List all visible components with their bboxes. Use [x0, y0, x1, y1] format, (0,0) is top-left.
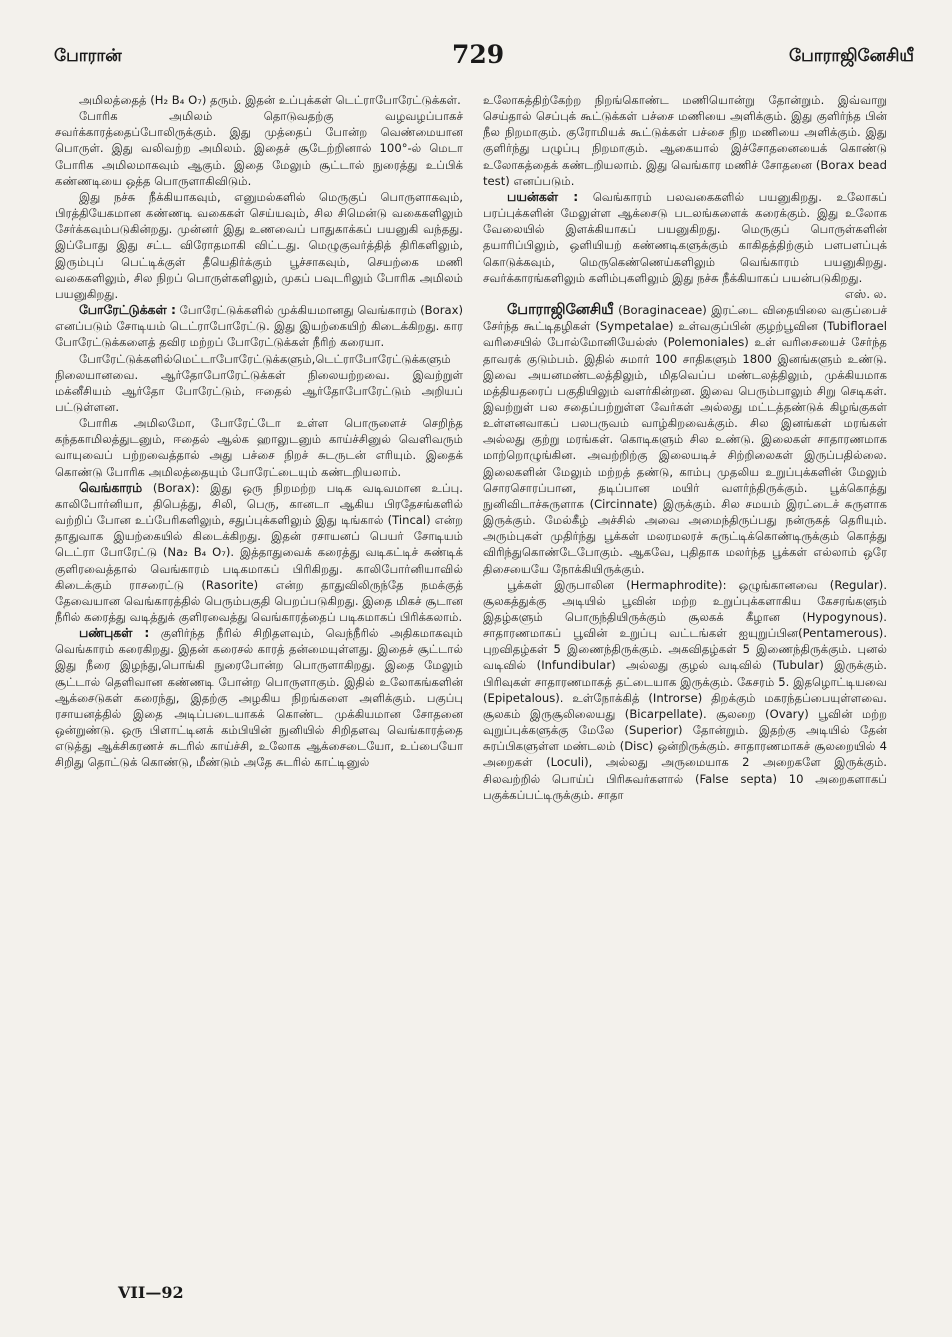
paragraph-text: போரிக அமிலம் தொடுவதற்கு வழவழப்பாகச் சவர்க்காரத்தைப்போலிருக்கும். இது முத்தைப் போன்ற வெண்மையான பொருள். இது வலிவற்ற அமிலம். இதைச் சூடேற்றினால் 100°-ல் மெடா போரிக அமிலமாகவும் ஆகும். இதை மேலும் சூட்டால் நுரைத்து உப்பிக் கண்ணடியை ஒத்த பொருளாகிவிடும்.	[55, 109, 463, 188]
paragraph	[55, 625, 463, 770]
paragraph-lead: போரேட்டுக்கள் :	[79, 302, 176, 318]
running-head-right: போராஜினேசியீ	[789, 46, 914, 66]
paragraph-text: உலோகத்திற்கேற்ற நிறங்கொண்ட மணியொன்று தோன்றும். இவ்வாறு செய்தால் செப்புக் கூட்டுக்கள் பச்சை மணியை அளிக்கும். இது குளிர்ந்த பின் நீல நிறமாகும். குரோமியக் கூட்டுக்கள் பச்சை நிற மணியை அளிக்கும். இது குளிர்ந்து பழுப்பு நிறமாகும். ஆகையால் இச்சோதனையைக் கொண்டு உலோகத்தைக் கண்டறியலாம். இது வெங்கார மணிச் சோதனை (Borax bead test) எனப்படும்.	[483, 93, 887, 188]
paragraph	[55, 189, 463, 302]
paragraph-text: போரிக அமிலமோ, போரேட்டோ உள்ள பொருளைச் செறிந்த கந்தகாமிலத்துடனும், ஈதைல் ஆல்க ஹாலுடனும் காய்ச்சினுல் வெளிவரும் வாயுவைப் பற்றவைத்தால் அது பச்சை நிறச் சுடருடன் எரியும். இதைக் கொண்டு போரிக அமிலத்தையும் போரேட்டையும் கண்டறியலாம்.	[55, 416, 463, 479]
paragraph-lead: பயன்கள் :	[507, 188, 579, 204]
paragraph	[55, 351, 463, 416]
running-head-left: போரான்	[54, 46, 122, 66]
paragraph-text: (Boraginaceae) இரட்டை விதையிலை வகுப்பைச் சேர்ந்த கூட்டிதழிகள் (Sympetalae) உள்வகுப்பின் குழற்பூவின (Tubiflorael வரிசையில் போல்மோனியேல்ஸ் (Polemoniales) உள் வரிசையைச் சேர்ந்த தாவரக் குடும்பம். இதில் சுமார் 100 சாதிகளும் 1800 இனங்களும் உண்டு. இவை அயனமண்டலத்திலும், மிதவெப்ப மண்டலத்திலும், முக்கியமாக மத்தியதரைப் பகுதியிலும் வளர்கின்றன. இவை பெரும்பாலும் சிறு செடிகள். இவற்றுள் பல சதைப்பற்றுள்ள வேர்கள் அல்லது மட்டத்தண்டுக் கிழங்குகள் உள்ளனவாகப் பலபருவம் வாழ்கிறவைக்கும். சில இனங்கள் மரங்கள் அல்லது குற்று மரங்கள். கொடிகளும் சில உண்டு. இலைகள் சாதாரணமாக மாற்றொழுங்கின. அவற்றிற்கு இலையடிச் சிற்றிலைகள் இருப்பதில்லை. இலைகளின் மேலும் மற்றத் தண்டு, காம்பு முதலிய உறுப்புக்களின் மேலும் சொரசொரப்பான, தடிப்பான மயிர் வளர்ந்திருக்கும். பூக்கொத்து நுனிவிடாச்சுருளாக (Circinnate) இருக்கும். சில சமயம் இரட்டைச் சுருளாக இருக்கும். மேல்கீழ் அச்சில் அவை அமைந்திருப்பது நன்ருகத் தெரியும். அரும்புகள் முதிர்ந்து பூக்கள் மலரமலரச் சுருட்டிக்கொண்டிருக்கும் கொத்து விரிந்துகொண்டேபோகும். ஆகவே, புதிதாக மலர்ந்த பூக்கள் எல்லாம் ஒரே திசையையே நோக்கியிருக்கும்.	[483, 303, 887, 576]
paragraph-text: வெங்காரம் பலவகைகளில் பயனுகிறது. உலோகப் பரப்புக்களின் மேலுள்ள ஆக்சைடு படலங்களைக் கரைக்கும். இது உலோக வேலையில் இளக்கியாகப் பயனுகிறது. மெருகுப் பொருள்களின் தயாரிப்பிலும், ஒளியியற் கண்ணடிகளுக்கும் காகிதத்திற்கும் பளபளப்புக் கொடுக்கவும், மெருகெண்ணெய்களிலும் வெங்காரம் பயனுகிறது. சவர்க்காரங்களிலும் களிம்புகளிலும் இது நச்சு நீக்கியாகப் பயன்படுகிறது.	[483, 189, 887, 285]
paragraph	[483, 189, 887, 286]
paragraph	[55, 302, 463, 350]
paragraph	[483, 302, 887, 577]
paragraph	[483, 92, 887, 189]
page-number: 729	[452, 40, 505, 69]
paragraph	[55, 415, 463, 480]
paragraph-text: பூக்கள் இருபாலின (Hermaphrodite): ஒழுங்கானவை (Regular). சூலகத்துக்கு அடியில் பூவின் மற்ற உறுப்புக்களாகிய கேசரங்களும் இதழ்களும் பொருந்தியிருக்கும் சூலகக் கீழான (Hypogynous). சாதாரணமாகப் பூவின் உறுப்பு வட்டங்கள் ஐயுறுப்பின(Pentamerous). புறவிதழ்கள் 5 இணைந்திருக்கும். அகவிதழ்கள் 5 இணைந்திருக்கும். புனல் வடிவில் (Infundibular) அல்லது குழல் வடிவில் (Tubular) இருக்கும். பிரிவுகள் சாதாரணமாகத் தட்டையாக இருக்கும். கேசரம் 5. இதழொட்டியவை (Epipetalous). உள்நோக்கித் (Introrse) திறக்கும் மகரந்தப்பையுள்ளவை. சூலகம் இருசூலிலையது (Bicarpellate). சூலறை (Ovary) பூவின் மற்ற வுறுப்புக்களுக்கு மேலே (Superior) தோன்றும். இதற்கு அடியில் தேன் சுரப்பிகளுள்ள மண்டலம் (Disc) ஒன்றிருக்கும். சாதாரணமாகச் சூலறையில் 4 அறைகள் (Loculi), அல்லது அருமையாக 2 அறைகளே இருக்கும். சிலவற்றில் பொய்ப் பிரிசுவர்களால் (False septa) 10 அறைகளாகப் பகுக்கப்பட்டிருக்கும். சாதா	[483, 577, 887, 802]
paragraph-lead: பண்புகள் :	[79, 625, 150, 641]
paragraph-text: போரேட்டுக்களில்மெட்டாபோரேட்டுக்களும்,டெட்ராபோரேட்டுக்களும் நிலையானவை. ஆர்தோபோரேட்டுக்கள் நிலையற்றவை. இவற்றுள் மக்னீசியம் ஆர்தோ போரேட்டும், ஈதைல் ஆர்தோபோரேட்டும் அறியப் பட்டுள்ளன.	[55, 351, 463, 414]
paragraph	[483, 577, 887, 803]
paragraph	[483, 286, 887, 302]
paragraph-text: (Borax): இது ஒரு நிறமற்ற படிக வடிவமான உப்பு. காலிபோர்னியா, திபெத்து, சிலி, பெரு, கானடா ஆகிய பிரதேசங்களில் வற்றிப் போன உப்பேரிகளிலும், சதுப்புக்களிலும் இது டிங்கால் (Tincal) என்ற தாதுவாக இயற்கையில் கிடைக்கிறது. இதன் ரசாயனப் பெயர் சோடியம் டெட்ரா போரேட்டு (Na₂ B₄ O₇). இத்தாதுவைக் கரைத்து வடிகட்டிச் சுண்டிக் குளிரவைத்தால் வெங்காரம் படிகமாகப் பிரிகிறது. காலிபோர்னியாவில் கிடைக்கும் ராசரைட்டு (Rasorite) என்ற தாதுவிலிருந்தே நமக்குத் தேவையான வெங்காரத்தில் பெரும்பகுதி பெறப்படுகிறது. இதை மிகச் சூடான நீரில் கரைத்து வடித்துக் குளிரவைத்து வெங்காரத்தைப் படிகமாகப் பிரிக்கலாம்.	[55, 480, 463, 624]
right-column	[483, 92, 887, 1290]
signature-mark: VII—92	[118, 1283, 184, 1302]
left-column	[55, 92, 463, 1290]
paragraph-lead: வெங்காரம்	[79, 479, 143, 495]
paragraph-text: எஸ். ல.	[844, 286, 887, 301]
paragraph-lead: போராஜினேசியீ	[507, 302, 614, 319]
paragraph	[55, 108, 463, 189]
paragraph-text: அமிலத்தைத் (H₂ B₄ O₇) தரும். இதன் உப்புக்கள் டெட்ராபோரேட்டுக்கள்.	[79, 93, 461, 107]
paragraph	[55, 480, 463, 625]
paragraph-text: குளிர்ந்த நீரில் சிறிதளவும், வெந்நீரில் அதிகமாகவும் வெங்காரம் கரைகிறது. இதன் கரைசல் காரத் தன்மையுள்ளது. இதைச் சூட்டால் இது நீரை இழந்து,பொங்கி நுரைபோன்ற பொருளாகிறது. இதை மேலும் சூட்டால் தெளிவான கண்ணடி போன்ற பொருளாகும். இதில் உலோகங்களின் ஆக்சைடுகள் கரைந்து, இதற்கு அழகிய நிறங்களை அளிக்கும். பகுப்பு ரசாயனத்தில் இதை அடிப்படையாகக் கொண்ட முக்கியமான சோதனை ஒன்றுண்டு. ஒரு பிளாட்டினக் கம்பியின் நுனியில் சிறிதளவு வெங்காரத்தை எடுத்து ஆக்சிகரணச் சுடரில் காய்ச்சி, உலோக ஆக்சைடையோ, உப்பையோ சிறிது தொட்டுக் கொண்டு, மீண்டும் அதே சுடரில் காட்டினுல்	[55, 626, 463, 770]
paragraph	[55, 92, 463, 108]
paragraph-text: போரேட்டுக்களில் முக்கியமானது வெங்காரம் (Borax) எனப்படும் சோடியம் டெட்ராபோரேட்டு. இது இயற்கையிற் கிடைக்கிறது. கார போரேட்டுக்களைத் தவிர மற்றப் போரேட்டுக்கள் நீரிற் கரையா.	[55, 303, 463, 350]
paragraph-text: இது நச்சு நீக்கியாகவும், எனுமல்களில் மெருகுப் பொருளாகவும், பிரத்தியேகமான கண்ணடி வகைகள் செய்யவும், சில சிமென்டு வகைகளிலும் சேர்க்கவும்படுகின்றது. முன்னர் இது உணவைப் பாதுகாக்கப் பயனுகி வந்தது. இப்போது இது சட்ட விரோதமாகி விட்டது. மெழுகுவர்த்தித் திரிகளிலும், இரும்புப் பெட்டிக்குள் தீயெதிர்க்கும் பூச்சாகவும், செயற்கை மணி வகைகளிலும், சில நிறப் பொருள்களிலும், முகப் பவுடரிலும் போரிக அமிலம் பயனுகிறது.	[55, 189, 463, 301]
page-header	[0, 40, 952, 76]
